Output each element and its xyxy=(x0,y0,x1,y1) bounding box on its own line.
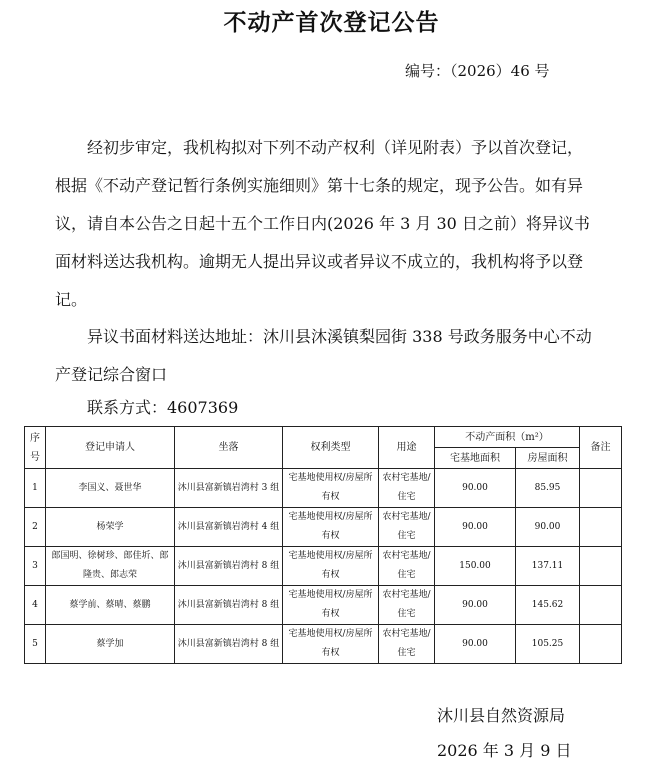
cell-usage: 农村宅基地/住宅 xyxy=(379,508,435,547)
issuing-organization: 沐川县自然资源局 xyxy=(437,706,566,725)
address-paragraph: 异议书面材料送达地址：沐川县沐溪镇梨园街 338 号政务服务中心不动产登记综合窗口 xyxy=(55,327,592,384)
header-applicant: 登记申请人 xyxy=(46,427,175,469)
table-row xyxy=(25,547,622,586)
cell-applicant: 郎国明、徐树珍、郎佳圻、郎隆贵、郎志荣 xyxy=(46,547,175,586)
cell-house-area: 90.00 xyxy=(516,508,580,547)
objection-address xyxy=(55,318,595,394)
cell-land-area: 90.00 xyxy=(435,625,516,664)
header-location: 坐落 xyxy=(175,427,283,469)
cell-house-area: 137.11 xyxy=(516,547,580,586)
header-area-group: 不动产面积（m²） xyxy=(435,427,580,448)
cell-land-area: 150.00 xyxy=(435,547,516,586)
cell-location: 沐川县富新镇岩湾村 8 组 xyxy=(175,625,283,664)
issue-date: 2026 年 3 月 9 日 xyxy=(437,741,572,760)
cell-applicant: 杨荣学 xyxy=(46,508,175,547)
cell-seq: 4 xyxy=(25,586,46,625)
cell-right-type: 宅基地使用权/房屋所有权 xyxy=(283,469,379,508)
cell-land-area: 90.00 xyxy=(435,586,516,625)
document-number: 编号：（2026）46 号 xyxy=(405,62,550,80)
cell-house-area: 145.62 xyxy=(516,586,580,625)
property-table xyxy=(24,426,622,664)
cell-house-area: 105.25 xyxy=(516,625,580,664)
table-row xyxy=(25,469,622,508)
cell-usage: 农村宅基地/住宅 xyxy=(379,625,435,664)
cell-remark xyxy=(580,508,622,547)
header-remark: 备注 xyxy=(580,427,622,469)
cell-seq: 2 xyxy=(25,508,46,547)
cell-applicant: 李国义、聂世华 xyxy=(46,469,175,508)
header-right-type: 权利类型 xyxy=(283,427,379,469)
table-row xyxy=(25,625,622,664)
cell-right-type: 宅基地使用权/房屋所有权 xyxy=(283,508,379,547)
cell-remark xyxy=(580,625,622,664)
cell-location: 沐川县富新镇岩湾村 4 组 xyxy=(175,508,283,547)
table-row xyxy=(25,586,622,625)
cell-location: 沐川县富新镇岩湾村 8 组 xyxy=(175,586,283,625)
cell-applicant: 蔡学前、蔡晴、蔡鹏 xyxy=(46,586,175,625)
header-land-area: 宅基地面积 xyxy=(435,448,516,469)
cell-usage: 农村宅基地/住宅 xyxy=(379,469,435,508)
table-header-row xyxy=(25,427,622,448)
cell-seq: 3 xyxy=(25,547,46,586)
cell-house-area: 85.95 xyxy=(516,469,580,508)
notice-body xyxy=(55,129,595,319)
header-house-area: 房屋面积 xyxy=(516,448,580,469)
cell-right-type: 宅基地使用权/房屋所有权 xyxy=(283,547,379,586)
header-seq: 序号 xyxy=(25,427,46,469)
contact-info: 联系方式：4607369 xyxy=(87,398,239,417)
cell-remark xyxy=(580,547,622,586)
table-row xyxy=(25,508,622,547)
cell-right-type: 宅基地使用权/房屋所有权 xyxy=(283,586,379,625)
cell-land-area: 90.00 xyxy=(435,508,516,547)
cell-remark xyxy=(580,586,622,625)
cell-usage: 农村宅基地/住宅 xyxy=(379,547,435,586)
cell-location: 沐川县富新镇岩湾村 3 组 xyxy=(175,469,283,508)
notice-title: 不动产首次登记公告 xyxy=(223,10,440,36)
cell-location: 沐川县富新镇岩湾村 8 组 xyxy=(175,547,283,586)
cell-usage: 农村宅基地/住宅 xyxy=(379,586,435,625)
cell-applicant: 蔡学加 xyxy=(46,625,175,664)
cell-seq: 1 xyxy=(25,469,46,508)
notice-paragraph: 经初步审定，我机构拟对下列不动产权利（详见附表）予以首次登记，根据《不动产登记暂行条例实施细则》第十七条的规定，现予公告。如有异议，请自本公告之日起十五个工作日内(2026 年 3 月 30 日之前）将异议书面材料送达我机构。逾期无人提出异议或者异议不成立的，我机构将予以登记。 xyxy=(55,138,590,309)
cell-seq: 5 xyxy=(25,625,46,664)
header-usage: 用途 xyxy=(379,427,435,469)
cell-land-area: 90.00 xyxy=(435,469,516,508)
cell-remark xyxy=(580,469,622,508)
cell-right-type: 宅基地使用权/房屋所有权 xyxy=(283,625,379,664)
